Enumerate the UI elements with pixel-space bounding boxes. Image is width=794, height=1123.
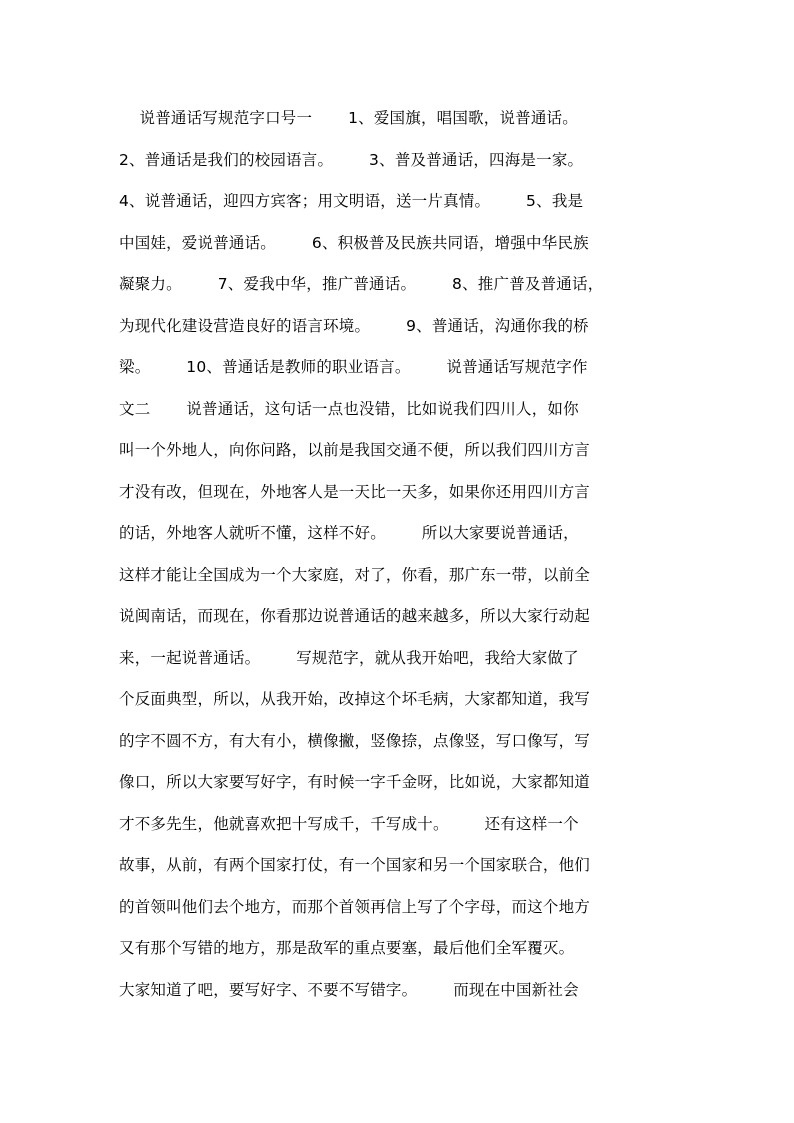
text-line: 故事，从前，有两个国家打仗，有一个国家和另一个国家联合，他们 <box>119 856 591 874</box>
text-line: 说闽南话，而现在，你看那边说普通话的越来越多，所以大家行动起 <box>119 607 591 625</box>
text-line: 文二 说普通话，这句话一点也没错，比如说我们四川人，如你 <box>119 399 579 418</box>
text-line: 个反面典型，所以，从我开始，改掉这个坏毛病，大家都知道，我写 <box>119 690 591 708</box>
text-line: 说普通话写规范字口号一 1、爱国旗，唱国歌，说普通话。 <box>119 109 578 127</box>
text-line: 的字不圆不方，有大有小，横像撇，竖像捺，点像竖，写口像写，写 <box>119 731 591 750</box>
text-line: 梁。 10、普通话是教师的职业语言。 说普通话写规范字作 <box>119 358 588 376</box>
text-line: 为现代化建设营造良好的语言环境。 9、普通话，沟通你我的桥 <box>119 316 589 335</box>
text-line: 这样才能让全国成为一个大家庭，对了，你看，那广东一带，以前全 <box>119 565 591 584</box>
text-line: 中国娃，爱说普通话。 6、积极普及民族共同语，增强中华民族 <box>119 233 589 252</box>
text-line: 来，一起说普通话。 写规范字，就从我开始吧，我给大家做了 <box>119 648 579 667</box>
text-line: 叫一个外地人，向你问路，以前是我国交通不便，所以我们四川方言 <box>119 441 591 459</box>
text-line: 又有那个写错的地方，那是敌军的重点要塞，最后他们全军覆灭。 <box>119 939 575 957</box>
text-line: 才不多先生，他就喜欢把十写成千，千写成十。 还有这样一个 <box>119 814 579 833</box>
text-line: 凝聚力。 7、爱我中华，推广普通话。 8、推广普及普通话， <box>119 275 604 293</box>
text-line: 2、普通话是我们的校园语言。 3、普及普通话，四海是一家。 <box>119 150 584 169</box>
document-body <box>119 98 679 1011</box>
text-line: 的首领叫他们去个地方，而那个首领再信上写了个字母，而这个地方 <box>119 897 591 916</box>
text-line: 4、说普通话，迎四方宾客；用文明语，送一片真情。 5、我是 <box>119 192 584 210</box>
text-line: 像口，所以大家要写好字，有时候一字千金呀，比如说，大家都知道 <box>119 773 591 791</box>
text-line: 大家知道了吧，要写好字、不要不写错字。 而现在中国新社会 <box>119 980 579 999</box>
text-line: 才没有改，但现在，外地客人是一天比一天多，如果你还用四川方言 <box>119 482 591 501</box>
text-line: 的话，外地客人就听不懂，这样不好。 所以大家要说普通话， <box>119 524 579 542</box>
